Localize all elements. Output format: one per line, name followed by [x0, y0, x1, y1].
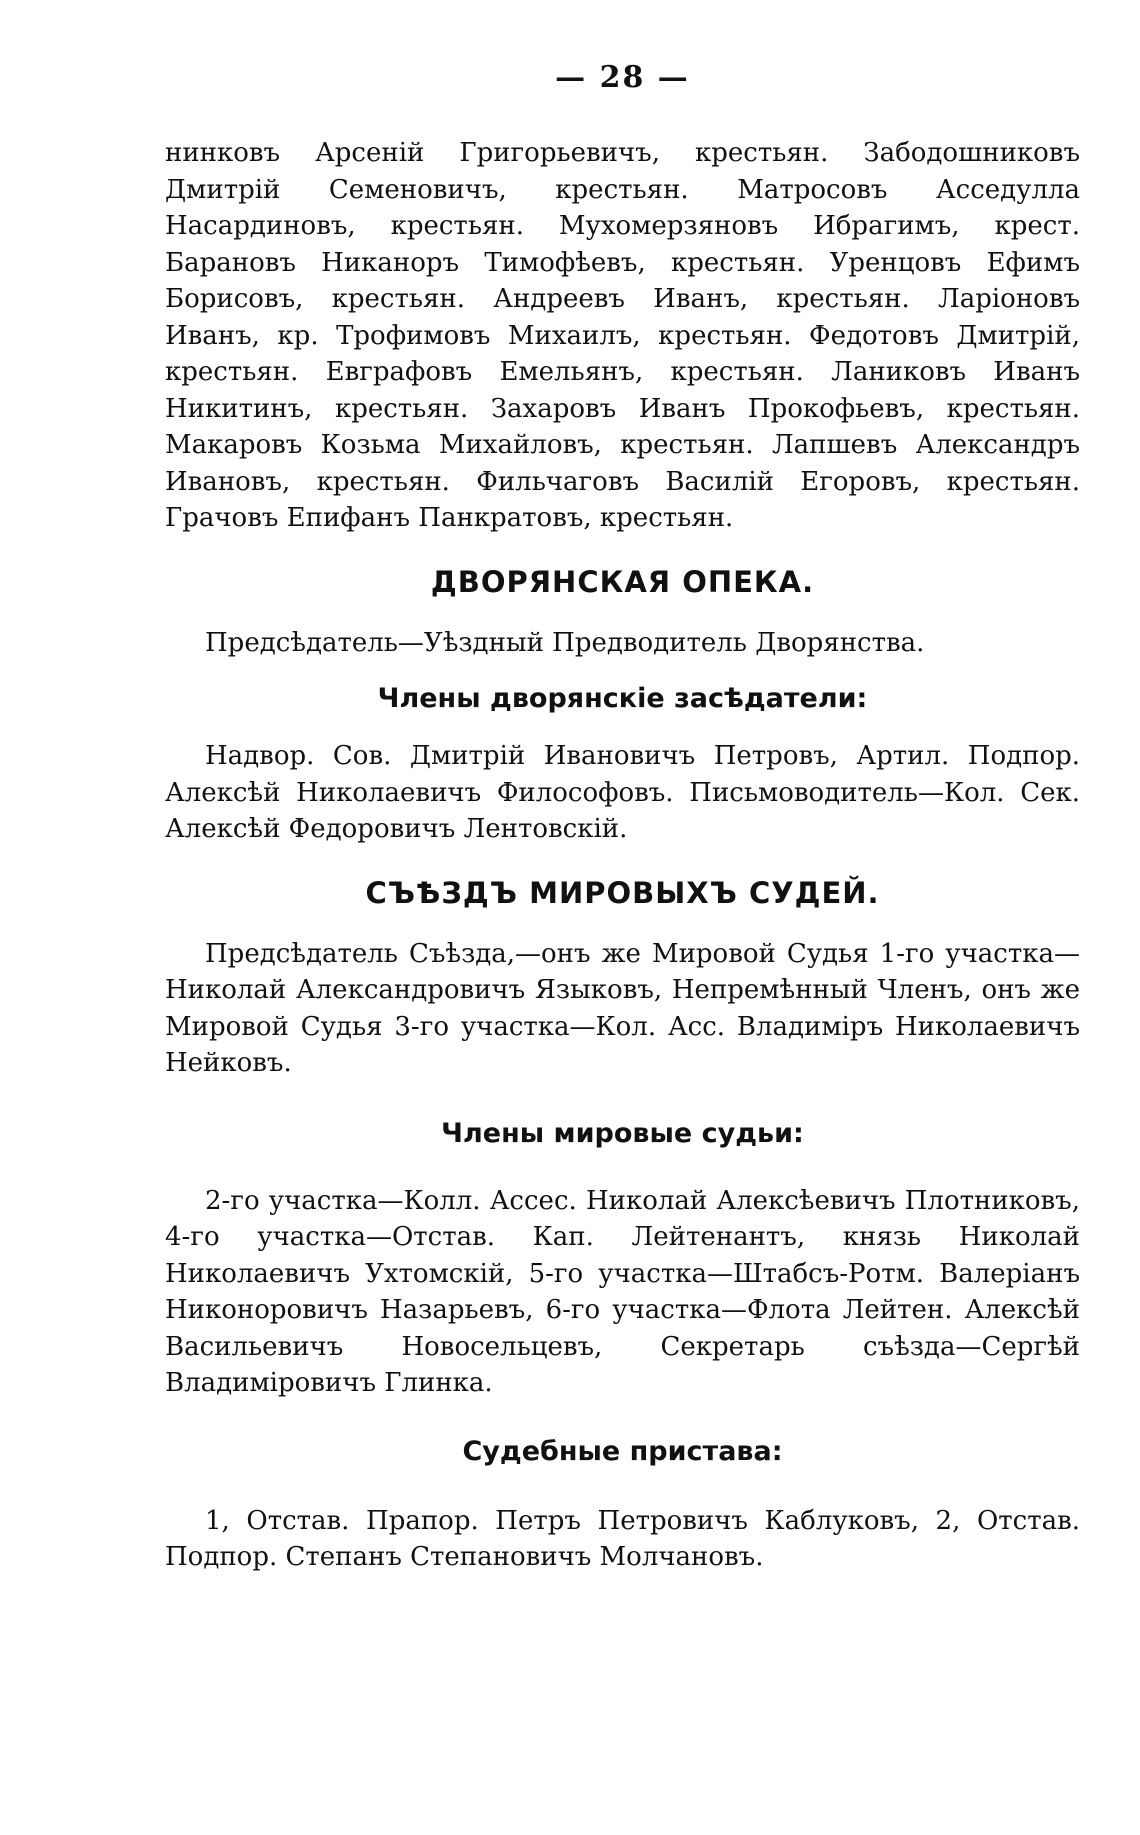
guardianship-members-text: Надвор. Сов. Дмитрій Ивановичъ Петровъ, Артил. Подпор. Алексѣй Николаевичъ Философовъ. Письмоводитель—Кол. Сек. Алексѣй Федоровичъ Лентовскій. [165, 741, 1080, 844]
justices-members-text: 2-го участка—Колл. Ассес. Николай Алексѣевичъ Плотниковъ, 4-го участка—Отстав. Кап. Лейтенантъ, князь Николай Николаевичъ Ухтомскій, 5-го участка—Штабсъ-Ротм. Валеріанъ Никоноровичъ Назарьевъ, 6-го участка—Флота Лейтен. Алексѣй Васильевичъ Новосельцевъ, Секретарь съѣзда—Сергѣй Владиміровичъ Глинка. [165, 1185, 1080, 1398]
section-heading-noble-guardianship: ДВОРЯНСКАЯ ОПЕКА. [430, 564, 815, 599]
guardianship-chairman: Предсѣдатель—Уѣздный Предводитель Дворянства. [205, 627, 925, 658]
page-number: — 28 — [555, 60, 690, 95]
intro-paragraph: нинковъ Арсеній Григорьевичъ, крестьян. Забодошниковъ Дмитрій Семеновичъ, крестьян. Матросовъ Асседулла Насардиновъ, крестьян. Мухомерзяновъ Ибрагимъ, крест. Барановъ Никаноръ Тимофѣевъ, крестьян. Уренцовъ Ефимъ Борисовъ, крестьян. Андреевъ Иванъ, крестьян. Ларіоновъ Иванъ, кр. Трофимовъ Михаилъ, крестьян. Федотовъ Дмитрій, крестьян. Евграфовъ Емельянъ, крестьян. Ланиковъ Иванъ Никитинъ, крестьян. Захаровъ Иванъ Прокофьевъ, крестьян. Макаровъ Козьма Михайловъ, крестьян. Лапшевъ Александръ Ивановъ, крестьян. Фильчаговъ Василій Егоровъ, крестьян. Грачовъ Епифанъ Панкратовъ, крестьян. [165, 138, 1080, 533]
guardianship-members-heading: Члены дворянскіе засѣдатели: [377, 683, 868, 714]
document-page [165, 60, 1080, 1576]
bailiffs-heading: Судебные пристава: [462, 1435, 783, 1467]
section-heading-justices-congress: СЪѢЗДЪ МИРОВЫХЪ СУДЕЙ. [365, 875, 880, 910]
bailiffs-text: 1, Отстав. Прапор. Петръ Петровичъ Каблуковъ, 2, Отстав. Подпор. Степанъ Степановичъ Молчановъ. [165, 1505, 1080, 1572]
justices-members-heading: Члены мировые судьи: [441, 1117, 804, 1149]
congress-chairman-text: Предсѣдатель Съѣзда,—онъ же Мировой Судья 1-го участка—Николай Александровичъ Языковъ, Непремѣнный Членъ, онъ же Мировой Судья 3-го участка—Кол. Асс. Владиміръ Николаевичъ Нейковъ. [165, 938, 1080, 1078]
